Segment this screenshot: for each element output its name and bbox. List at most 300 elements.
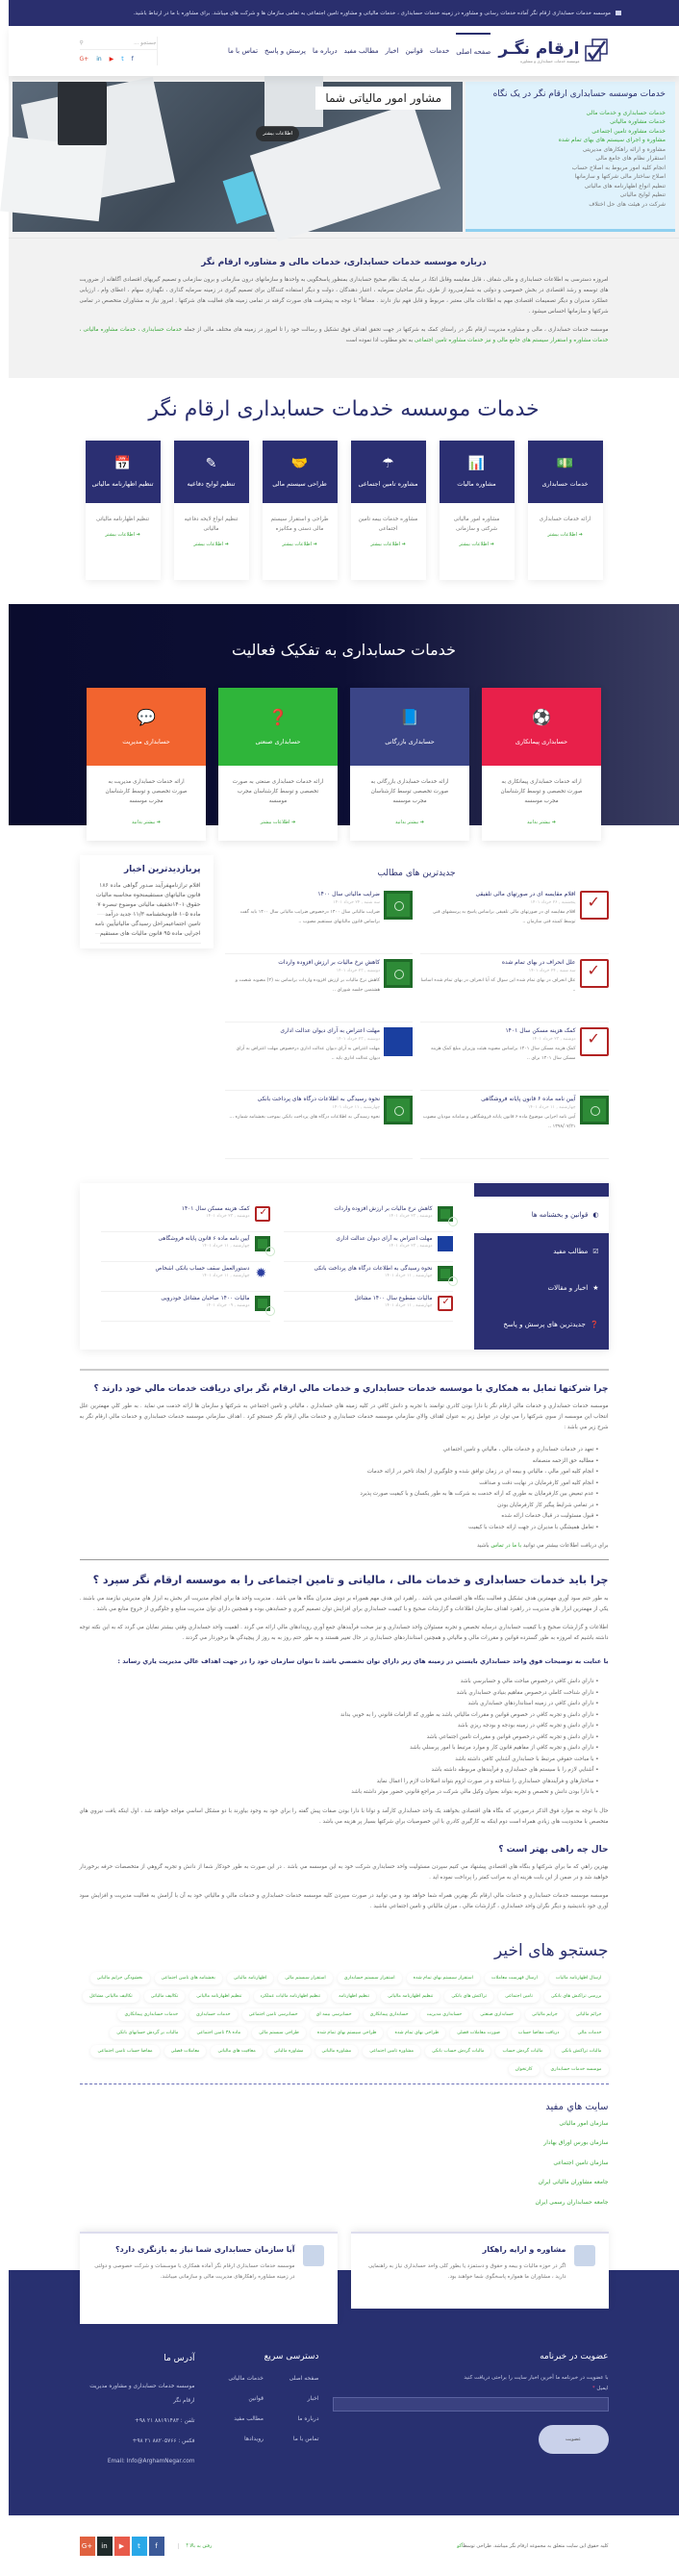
slider-more-button[interactable]: اطلاعات بیشتر bbox=[256, 126, 299, 141]
post-thumbnail[interactable] bbox=[255, 1206, 270, 1222]
post-thumbnail[interactable] bbox=[384, 891, 413, 920]
post-info bbox=[420, 1027, 576, 1085]
useful-site-link[interactable]: جامعه مشاوران مالیاتی ایران bbox=[538, 2179, 609, 2185]
search-tag[interactable]: موسسه خدمات حسابداری bbox=[544, 2063, 609, 2076]
activity-card-header bbox=[87, 688, 206, 766]
post-thumbnail[interactable] bbox=[438, 1266, 453, 1281]
glance-link[interactable]: مشاوره و اجرای سیستم های بهای تمام شده bbox=[558, 137, 666, 143]
twitter-icon[interactable]: t bbox=[121, 55, 124, 63]
nav-faq[interactable]: پرسش و پاسخ bbox=[264, 47, 306, 55]
activity-card-text: ارائه خدمات حسابداری بازرگانی به صورت تخصصی توسط کارشناسان مجرب موسسه bbox=[370, 779, 449, 804]
service-card-title: مشاوره تامین اجتماعی bbox=[358, 479, 418, 488]
post-title[interactable]: نحوه رسیدگی به اطلاعات درگاه های پرداخت بانکی bbox=[314, 1266, 433, 1272]
search-tag[interactable]: مالیات گردش حساب بانکی bbox=[425, 2045, 490, 2058]
tab-news[interactable]: ★ اخبار و مقالات bbox=[547, 1284, 599, 1292]
quick-access bbox=[209, 2352, 319, 2469]
glance-title: خدمات موسسه حسابداری ارقام نگر در یک نگاه bbox=[492, 89, 666, 99]
search-tag[interactable]: تامین اجتماعی bbox=[498, 1990, 540, 2003]
glance-link[interactable]: خدمات مشاوره مالیاتی bbox=[610, 118, 666, 125]
service-card-body bbox=[528, 503, 603, 580]
search-tag[interactable]: بررسی تراکنش های بانکی bbox=[544, 1990, 609, 2003]
search-tag[interactable]: مشاوره مالیاتی bbox=[267, 2045, 311, 2058]
search-tag[interactable]: خدمات حسابداری bbox=[189, 2008, 238, 2021]
article-paragraph: موسسه موسسه خدمات حسابداري و خدمات مالي ارقام نگر بهترين همراه شما خواهد بود و مي توانيد در صورت سپردن کليه موسسه خدمات حسابداري و خدمات مالي و مالياتي خود به آن با آرامش به فعاليت مديريت و افزايش سود آوري خود بانديشيد و ديگر نگران واحد حسابداري ، گزارشات مالي ، ميزان مالياتي و تامين اجتماعي نباشيد . bbox=[79, 1892, 609, 1909]
question-circle-icon: ❓ bbox=[590, 1321, 599, 1328]
post-info bbox=[225, 959, 381, 1017]
list-item: • مطالبه حق الزحمه منصفانه bbox=[80, 1456, 599, 1468]
post-excerpt: کمک هزینه مسکن سال ۱۴۰۱ براساس مصوبه هیئت وزیران مبلغ کمک هزینه مسکن سال ۱۴۰۱ برای .. bbox=[430, 1047, 576, 1061]
nav-services[interactable]: خدمات bbox=[429, 47, 450, 55]
post-date: دوشنبه , ۰۹ خرداد ۱۴۰۱ bbox=[206, 1303, 250, 1308]
search-tag[interactable]: استقرار سیستم مالی bbox=[278, 1972, 332, 1984]
glance-link[interactable]: خدمات مشاوره تامین اجتماعی bbox=[591, 127, 666, 135]
search-tag[interactable]: مفاصا حساب تامین اجتماعی bbox=[90, 2045, 159, 2058]
post-info bbox=[334, 1206, 432, 1231]
about-paragraph-2: موسسه خدمات حسابداری ، مالی و مشاوره مدیریت ارقام نگر در راستای کمک به شرکتها در جهت تحقق اهداف فوق تشکیل و رسالت خود را تا امروز در زمینه های مختلف مالی از جمله خدمات حسابداری ، خدمات مشاوره مالیاتی ، خدمات مشاوره و استقرار سیستم های جامع مالی و نیز خدمات مشاوره تامین اجتماعی به نحو مطلوب ادا نموده است bbox=[79, 327, 609, 343]
post-thumbnail[interactable] bbox=[438, 1206, 453, 1222]
search-icon[interactable]: ⚲ bbox=[79, 39, 84, 46]
tab-panel bbox=[80, 1183, 474, 1350]
search-tag[interactable]: صورت معاملات فصلی bbox=[450, 2027, 507, 2039]
popular-item[interactable]: مراحل رسیدگی مالیاتی bbox=[115, 915, 168, 934]
post-info bbox=[420, 1096, 576, 1153]
facebook-icon[interactable]: f bbox=[149, 2537, 164, 2556]
logo-subtitle: موسسه خدمات حسابداری و مشاوره bbox=[519, 58, 580, 63]
search-tag[interactable]: تنظیم اظهارنامه مالیاتی bbox=[381, 1990, 440, 2003]
service-card-text: مشاوره خدمات بیمه تامین اجتماعی bbox=[358, 517, 418, 532]
google-plus-icon[interactable]: G+ bbox=[80, 2537, 95, 2556]
search-tag[interactable]: مالیات گردش حساب bbox=[495, 2045, 549, 2058]
search-tag[interactable]: تنظیم اظهارنامه مالیاتی bbox=[189, 1990, 248, 2003]
activity-card-text: ارائه خدمات حسابداری صنعتی به صورت تخصصی و توسط کارشناسان مجرب موسسه bbox=[232, 779, 324, 804]
search-tag[interactable]: ارسال اظهارنامه مالیات bbox=[549, 1972, 609, 1984]
services-title: خدمات موسسه خدمات حسابداری ارقام نگر bbox=[148, 397, 540, 421]
activity-card[interactable] bbox=[482, 688, 601, 841]
useful-site-link[interactable]: سازمان امور مالیاتی bbox=[559, 2119, 609, 2127]
activity-card-text: ارائه خدمات حسابداری مدیریت به صورت تخصصی و توسط کارشناسان مجرب موسسه bbox=[105, 779, 188, 804]
newsletter bbox=[333, 2352, 609, 2469]
search-tag[interactable]: جرائم مالیاتی bbox=[569, 2008, 609, 2021]
service-card-header bbox=[351, 441, 426, 503]
more-info-link[interactable]: ➔ اطلاعات بیشتر bbox=[547, 532, 583, 538]
post-title[interactable]: مالیات ۱۴۰۰ صاحبان مشاغل خودرویی bbox=[161, 1296, 250, 1301]
activity-card[interactable] bbox=[87, 688, 206, 841]
post-thumbnail[interactable] bbox=[255, 1296, 270, 1311]
tab-post-item[interactable] bbox=[284, 1292, 453, 1322]
linkedin-icon[interactable]: in bbox=[97, 2537, 113, 2556]
youtube-icon[interactable]: ▶ bbox=[109, 55, 114, 63]
search-tag[interactable]: حسابداری صنعتی bbox=[473, 2008, 520, 2021]
top-announcement-bar bbox=[9, 0, 679, 26]
useful-site-link[interactable]: سازمان بورس اوراق بهادار bbox=[543, 2139, 609, 2146]
post-info bbox=[420, 891, 576, 948]
search-tag[interactable]: جرایم مالیاتی bbox=[525, 2008, 565, 2021]
more-info-link[interactable]: ➔ اطلاعات بیشتر bbox=[193, 542, 229, 547]
list-item: • تعهد در خدمات حسابداري و خدمات مالي ، مالياتي و تامين اجتماعي bbox=[80, 1445, 599, 1456]
money-icon: 💵 bbox=[556, 455, 574, 471]
popular-item[interactable]: بخشنامه ۱۱/۳ جدید درآمد تامین اجتماعی bbox=[105, 905, 200, 934]
post-date: چهارشنبه , ۱۱ خرداد ۱۴۰۱ bbox=[528, 1105, 576, 1110]
post-info bbox=[182, 1206, 250, 1231]
list-item: • ساختارهاي و فرآيندهاي حسابداري را شناخته و در صورت لزوم بتواند اصلاحات لازم را اعمال نمايد bbox=[80, 1777, 599, 1788]
designer-link[interactable]: آکو bbox=[457, 2542, 464, 2549]
article-heading-2: چرا باید خدمات حسابداری و خدمات مالی ، مالیاتی و تامین اجتماعی را به موسسه ارقام نگر سپرد ؟ bbox=[92, 1574, 609, 1586]
search-tag[interactable]: ارسال فهرست معاملات bbox=[485, 1972, 544, 1984]
list-item: • تعامل هميشگي با مديران در جهت ارائه خدمات با کيفيت bbox=[80, 1523, 599, 1534]
edit-icon: ✎ bbox=[205, 455, 217, 471]
post-excerpt: آیین نامه اجرایی موضوع ماده ۶ قانون پایانه فروشگاهی و سامانه مودیان مصوب ۱۳۹۸/۰۷/۲۱ .. bbox=[422, 1115, 576, 1129]
post-info bbox=[314, 1266, 432, 1291]
question-icon: ❓ bbox=[268, 708, 288, 726]
post-info bbox=[161, 1296, 249, 1321]
post-excerpt: کاهش نرخ مالیات بر ارزش افزوده واردات براساس بند (۲) مصوبه شصت و هشتمین جلسه شورای .. bbox=[235, 978, 380, 993]
tab-faq[interactable]: ❓ جدیدترین های پرسش و پاسخ bbox=[503, 1321, 599, 1328]
back-to-top[interactable]: رفتن به بالا ⤒ bbox=[178, 2543, 213, 2549]
phone: تلفن : ۸۸۱۹۱۴۸۳ ۲۱ ۹۸+ bbox=[135, 2418, 195, 2424]
logo[interactable] bbox=[498, 38, 608, 63]
list-item: • داراي دانش کافي درخصوص مباحث مالي و حسابرسي باشد bbox=[80, 1677, 599, 1688]
learn-more-link[interactable]: ➔ اطلاعات بیشتر bbox=[260, 820, 296, 825]
post-item[interactable] bbox=[225, 1091, 414, 1159]
post-item[interactable] bbox=[225, 1023, 414, 1091]
service-card-header bbox=[528, 441, 603, 503]
post-thumbnail[interactable] bbox=[438, 1296, 453, 1311]
handshake-icon: 🤝 bbox=[290, 455, 309, 471]
book-icon: 📘 bbox=[400, 708, 419, 726]
activity-card[interactable] bbox=[350, 688, 469, 841]
tab-post-item[interactable] bbox=[101, 1202, 270, 1232]
post-title[interactable]: ضرایب مالیاتی سال ۱۴۰۰ bbox=[317, 891, 380, 897]
article-paragraph: اطلاعات و گزارشات صحيح و با کيفيت حسابداري درسايه تخصص و تجربه مسئولان واحد حسابداري و نيز صحت فرآيندهاي جمع آوري رويدادهاي مالي ارائه مي گردد . اهميت واحد حسابداري وقتي بيشتر نمايان مي گردد که به اين نکته توجه داشته باشيم که امروزه به طور گسترده قوانين و مقررات مالي و مالياتي و همچنين استانداردهاي حسابداري در حال تغيير هستند و به طور حتم روز به به روز از پيچيدگي ها برخوردار مي گردند . bbox=[79, 1625, 609, 1641]
search-tag[interactable]: معافیت های مالیاتی bbox=[211, 2045, 262, 2058]
footer-link[interactable]: درباره ما bbox=[297, 2415, 319, 2422]
post-title[interactable]: مهلت اعتراض به آرای دیوان عدالت اداری bbox=[280, 1027, 380, 1034]
list-item: • داراي دانش و تجربه کافي درخصوص قوانين و مقررات تامين اجتماعي باشد bbox=[80, 1732, 599, 1744]
address-text: موسسه خدمات حسابداری و مشاوره مدیریت ارقام نگر bbox=[89, 2384, 195, 2404]
slider-caption: مشاور امور مالیاتی شما bbox=[315, 87, 451, 110]
post-thumbnail[interactable] bbox=[580, 1027, 609, 1056]
half-circle-icon: ◐ bbox=[592, 1211, 599, 1219]
activity-card-title: حسابداری مدیریت bbox=[122, 738, 170, 745]
search-tag[interactable]: بخشنامه های تامین اجتماعی bbox=[155, 1972, 222, 1984]
more-info-link[interactable]: ➔ اطلاعات بیشتر bbox=[370, 542, 406, 547]
globe-icon: ⚽ bbox=[532, 708, 551, 726]
service-card-header bbox=[440, 441, 515, 503]
umbrella-icon: ☂ bbox=[382, 455, 394, 471]
post-date: پنجشنبه , ۲۶ خرداد ۱۴۰۱ bbox=[530, 900, 576, 905]
search-tag[interactable]: خدمات مالی bbox=[570, 2027, 608, 2039]
search-tag[interactable]: طراحی سیستم مالی bbox=[252, 2027, 306, 2039]
service-card[interactable] bbox=[528, 441, 603, 580]
quick-access-title: دسترسی سریع bbox=[264, 2352, 319, 2361]
services-at-a-glance bbox=[465, 82, 675, 232]
list-item: • انجام کليه امور کارفرمايان در نهايت دقت و صداقت bbox=[80, 1478, 599, 1490]
article-heading-1: چرا شرکتها تمایل به همکاري با موسسه خدمات حسابداري و خدمات مالي ارقام نگر براي دريافت خدمات مالي خود دارند ؟ bbox=[93, 1384, 609, 1394]
search-tag[interactable]: مشاوره مالیاتی bbox=[315, 2045, 359, 2058]
cta-consulting bbox=[351, 2232, 609, 2309]
service-card-text: تنظیم انواع لایحه دفاعیه مالیاتی bbox=[184, 517, 239, 532]
header-social bbox=[80, 56, 157, 63]
useful-sites bbox=[80, 2102, 609, 2219]
search-tag[interactable]: خدمات حسابداری پیمانکاری bbox=[117, 2008, 185, 2021]
post-title[interactable]: نحوه رسیدگی به اطلاعات درگاه های پرداخت بانکی bbox=[257, 1096, 380, 1102]
email[interactable]: Email: Info@ArghamNegar.com bbox=[107, 2459, 195, 2464]
list-item: • داراي دانش کافي در زمينه استانداردهاي حسابداري باشد bbox=[80, 1699, 599, 1710]
logo-title: ارقام نگـر bbox=[498, 38, 580, 59]
article-paragraph: بهترين راهي که ما براي شرکتها و بنگاه هاي اقتصادي پيشنهاد مي کنيم سپردن مسئوليت واحد حسابداري شرکت خود به اين موسسه مي باشد . در اين صورت به طور خودکار شما از دانش و تجربه گروهي از متخصصات حرفه برخوردار خواهيد شد و در ضمن از اين بابت هزينه اي به مراتب کمتر را پرداخت نموده ايد . bbox=[79, 1863, 609, 1881]
activity-card-text: ارائه خدمات حسابداری پیمانکاری به صورت تخصصی و توسط کارشناسان مجرب موسسه bbox=[500, 779, 583, 804]
post-thumbnail[interactable] bbox=[580, 891, 609, 920]
post-thumbnail[interactable] bbox=[255, 1236, 270, 1251]
popular-item[interactable]: نحوه محاسبه مالیات حقوق ۱۴۰۱ bbox=[96, 886, 201, 915]
service-card-title: خدمات حسابداری bbox=[541, 479, 589, 488]
popular-item[interactable]: اقلام ترازنامه bbox=[169, 876, 201, 896]
post-item[interactable] bbox=[420, 1023, 609, 1091]
service-card[interactable] bbox=[351, 441, 426, 580]
post-title[interactable]: آیین نامه ماده ۶ قانون پایانه فروشگاهی bbox=[481, 1096, 576, 1102]
post-title[interactable]: دستورالعمل سقف حساب بانکی اشخاص bbox=[155, 1266, 250, 1272]
popular-news bbox=[80, 855, 214, 948]
post-title[interactable]: کاهش نرخ مالیات بر ارزش افزوده واردات bbox=[334, 1206, 433, 1212]
announcement-text: موسسه خدمات حسابداری ارقام نگر آماده خدمات رسانی و مشاوره در زمینه خدمات حسابداری ، خدمات مالیاتی و مشاوره تامین اجتماعی به تمامی سازمان ها و شرکت های میباشد. برای مشاوره با ما در ارتباط باشید. bbox=[133, 10, 611, 16]
nav-useful[interactable]: مطالب مفید bbox=[343, 47, 379, 55]
activity-card-title: حسابداری بازرگانی bbox=[385, 738, 435, 745]
search-tag[interactable]: حسابرسی بیمه ای bbox=[310, 2008, 359, 2021]
post-item[interactable] bbox=[420, 1091, 609, 1159]
post-thumbnail[interactable] bbox=[438, 1236, 453, 1251]
post-excerpt: اقلام مقایسه ای در صورتهای مالی تلفیقی براساس پاسخ به پرسشهای فنی توسط کمیته فنی سازمان .. bbox=[432, 910, 576, 924]
search-tag[interactable]: تکالیف مالیاتی مشاغل bbox=[83, 1990, 139, 2003]
post-item[interactable] bbox=[420, 886, 609, 954]
post-title[interactable]: علل انحراف در بهای تمام شده bbox=[501, 959, 576, 966]
search-tag[interactable]: استقرار سیستم حسابداری bbox=[338, 1972, 402, 1984]
twitter-icon[interactable]: t bbox=[132, 2537, 147, 2556]
search-tag[interactable]: تکالیف مالیاتی bbox=[144, 1990, 186, 2003]
post-thumbnail[interactable] bbox=[255, 1266, 270, 1281]
chat-icon bbox=[303, 2245, 324, 2266]
popular-item[interactable]: تخفیف مالیاتی موضوع تبصره ۷ ماده ۱۰۵ قانون bbox=[97, 896, 200, 924]
footer-link[interactable]: مطالب مفید bbox=[234, 2415, 264, 2422]
footer-link[interactable]: خدمات مالیاتی bbox=[228, 2375, 264, 2382]
popular-item[interactable]: آیین نامه اجرایی ماده ۹۵ قانون مالیات های مستقیم bbox=[95, 915, 201, 944]
contact-link[interactable]: با ما در تماس bbox=[490, 1543, 522, 1549]
activity-card-body bbox=[87, 766, 206, 841]
nav-laws[interactable]: قوانین bbox=[405, 47, 423, 55]
search-tag[interactable]: کارتخوان bbox=[509, 2063, 540, 2076]
post-date: چهارشنبه , ۱۱ خرداد ۱۴۰۱ bbox=[202, 1244, 250, 1249]
popular-title: پربازدیدترین اخبار bbox=[123, 865, 201, 874]
service-cards bbox=[9, 441, 679, 580]
post-date: چهارشنبه , ۱۱ خرداد ۱۴۰۱ bbox=[202, 1274, 250, 1278]
activity-cards bbox=[9, 688, 679, 841]
header-tools bbox=[80, 40, 157, 63]
service-card[interactable] bbox=[86, 441, 161, 580]
post-title[interactable]: مهلت اعتراض به آرای دیوان عدالت اداری bbox=[336, 1236, 433, 1242]
post-title[interactable]: کمک هزینه مسکن سال ۱۴۰۱ bbox=[181, 1206, 250, 1212]
nav-contact[interactable]: تماس با ما bbox=[227, 47, 259, 55]
youtube-icon[interactable]: ▶ bbox=[114, 2537, 130, 2556]
post-date: دوشنبه , ۲۳ خرداد ۱۴۰۱ bbox=[336, 969, 380, 973]
post-title[interactable]: کمک هزینه مسکن سال ۱۴۰۱ bbox=[505, 1027, 576, 1034]
post-title[interactable]: مالیات مقطوع سال ۱۴۰۰ مشاغل bbox=[354, 1296, 433, 1301]
tab-post-item[interactable] bbox=[101, 1262, 270, 1292]
cta-text: اگر در حوزه مالیات و بیمه و حقوق و دستمزد یا بطور کلی واحد حسابداری نیاز به راهنمایی دارید ، مشاوران ما همواره پاسخگوی شما خواهند بود. bbox=[368, 2263, 566, 2280]
post-date: دوشنبه , ۲۳ خرداد ۱۴۰۱ bbox=[389, 1244, 433, 1249]
useful-site-link[interactable]: سازمان تامین اجتماعی bbox=[553, 2159, 609, 2166]
fax: فکس : ۸۸۲۰۵۷۶۶ ۲۱ ۹۸+ bbox=[132, 2438, 195, 2444]
email-field[interactable] bbox=[333, 2397, 609, 2412]
tab-post-item[interactable] bbox=[284, 1232, 453, 1262]
search-input[interactable] bbox=[80, 40, 157, 50]
article-paragraph: حال با توجه به موارد فوق الذکر درصورتي که بنگاه هاي اقتصادي بخواهند يک واحد حسابداري کارآمد و توانا با دارا بودن صفات پيش گفته را براي خود به وجود بياورند با دو مشکل اساسي مواجه خواهند شد ، اول اينکه يافت نيروي هاي متخصص با محدوديت هاي زيادي همراه است دوم اينکه به کارگيري کادري با اين خصوصيات براي شرکتها بسيار پر هزينه مي باشد . bbox=[79, 1807, 609, 1825]
search-tag[interactable]: مالیات تراکنش بانکی bbox=[555, 2045, 609, 2058]
post-item[interactable] bbox=[225, 954, 414, 1023]
service-card-title: مشاوره مالیات bbox=[457, 479, 496, 488]
service-card-body bbox=[174, 503, 249, 580]
search-tag[interactable]: تنظیم اظهارنامه مالیات عملکرد bbox=[254, 1990, 328, 2003]
footer-link[interactable]: تماس با ما bbox=[292, 2436, 319, 2442]
post-thumbnail[interactable] bbox=[384, 1027, 413, 1056]
chat-icon: 💬 bbox=[137, 708, 156, 726]
post-title[interactable]: اقلام مقایسه ای در صورتهای مالی تلفیقی bbox=[475, 891, 576, 897]
activity-card-header bbox=[218, 688, 338, 766]
more-info-link[interactable]: ➔ اطلاعات بیشتر bbox=[282, 542, 317, 547]
google-plus-icon[interactable]: G+ bbox=[79, 55, 89, 63]
newsletter-title: عضویت در خبرنامه bbox=[540, 2352, 609, 2361]
search-tag[interactable]: تراکنش های بانکی bbox=[444, 1990, 493, 2003]
more-info-link[interactable]: ➔ اطلاعات بیشتر bbox=[105, 532, 140, 538]
nav-about[interactable]: درباره ما bbox=[312, 47, 338, 55]
activity-card-header bbox=[350, 688, 469, 766]
search-tag[interactable]: بخشودگی جرایم مالیاتی bbox=[90, 1972, 150, 1984]
post-date: دوشنبه , ۲۳ خرداد ۱۴۰۱ bbox=[336, 1037, 380, 1042]
search-tag[interactable]: مشاوره تامین اجتماعی bbox=[363, 2045, 420, 2058]
search-tag[interactable]: طراحی بهای تمام شده bbox=[388, 2027, 445, 2039]
search-tag[interactable]: ماده ۳۸ تامین اجتماعی bbox=[189, 2027, 247, 2039]
hero-slider-image[interactable] bbox=[13, 82, 463, 232]
search-tag[interactable]: دریافت مفاصا حساب bbox=[512, 2027, 566, 2039]
search-placeholder: جستجو ... bbox=[134, 39, 157, 46]
footer-link[interactable]: صفحه اصلی bbox=[289, 2375, 319, 2382]
recent-searches-title: جستجو های اخیر bbox=[493, 1940, 609, 1960]
star-icon: ★ bbox=[592, 1284, 599, 1292]
activity-card[interactable] bbox=[218, 688, 338, 841]
footer-link[interactable]: قوانین bbox=[248, 2395, 264, 2402]
cta-text: موسسه خدمات حسابداری ارقام نگر آماده همکاری با موسسات و شرکت خصوصی و دولتی در زمینه مشاوره راهکارهای مدیریت مالی و سازمانی میباشد. bbox=[94, 2263, 295, 2280]
list-item: • با دارا بودن دانش و تخصص و تجربه بتواند بعنوان وکيل مالي شرکت در مراجع قانوني حضور موثر داشته باشد bbox=[80, 1787, 599, 1799]
post-thumbnail[interactable] bbox=[580, 1096, 609, 1124]
search-tag[interactable]: مالیات بر گردش حسابهای بانکی bbox=[110, 2027, 185, 2039]
services-section bbox=[9, 378, 679, 599]
list-item: • عدم تبعيض بين کارفرمايان به طوري که ارائه خدمت به شرکت ها به طور يکسان و با کيفيت صورت پذيرد bbox=[80, 1489, 599, 1501]
search-tag[interactable]: استقرار سیستم بهای تمام شده bbox=[407, 1972, 480, 1984]
glance-item: تنظیم انواع اظهارنامه های مالیاتی bbox=[584, 182, 666, 189]
activity-card-body bbox=[218, 766, 338, 841]
check-square-icon: ☑ bbox=[592, 1248, 599, 1255]
subscribe-button[interactable]: عضویت bbox=[539, 2425, 609, 2454]
service-card[interactable] bbox=[263, 441, 338, 580]
learn-more-link[interactable]: ➔ بیشتر بدانید bbox=[527, 820, 556, 825]
search-tag[interactable]: تنظیم اظهارنامه bbox=[332, 1990, 376, 2003]
footer bbox=[9, 2245, 679, 2515]
service-card[interactable] bbox=[440, 441, 515, 580]
article-heading-3: با عنايت به توضيحات فوق واحد حسابداري بايستي در زمينه هاي زير داراي توان تخصصي باشد تا بتوان سازمان خود را در جهت اهداف عالي مديريت ياري رساند : bbox=[117, 1657, 609, 1665]
service-card-body bbox=[86, 503, 161, 580]
tab-laws[interactable]: ◐ قوانین و بخشنامه ها bbox=[474, 1197, 609, 1233]
latest-posts bbox=[225, 869, 609, 1159]
tab-post-item[interactable] bbox=[101, 1232, 270, 1262]
post-title[interactable]: آیین نامه ماده ۶ قانون پایانه فروشگاهی bbox=[158, 1236, 250, 1242]
service-card-text: تنظیم اظهارنامه مالیاتی bbox=[95, 517, 150, 522]
learn-more-link[interactable]: ➔ بیشتر بدانید bbox=[395, 820, 424, 825]
search-tag[interactable]: معاملات فصلی bbox=[164, 2045, 207, 2058]
about-section bbox=[9, 238, 679, 378]
latest-title: جدیدترین های مطالب bbox=[377, 869, 456, 878]
search-tag[interactable]: حسابداری پیمانکاری bbox=[364, 2008, 415, 2021]
cta-cards bbox=[80, 2232, 609, 2324]
logo-check-icon bbox=[584, 38, 609, 63]
linkedin-icon[interactable]: in bbox=[96, 55, 102, 63]
tab-post-item[interactable] bbox=[284, 1262, 453, 1292]
glance-link[interactable]: خدمات حسابداری و خدمات مالی bbox=[586, 109, 666, 116]
article-paragraph: موسسه خدمات حسابداري و خدمات مالي ارقام نگر با دارا بودن کادري توانمند با تجربه و دانش کافي در کليه زمينه هاي حسابداري ، مالياتي و تامين اجتماعي به شرکتها و سازمان ها ارائه خدمت مي نمايد . به طور کلي مهمترين علل انتخاب اين موسسه از سوي شرکتها را مي توان در عوامل زير به عنوان اهداف والاي سازماني موسسه خدمات حسابداري و خدمات مالي ارقام نگر جستجو کرد . اهداف سازماني موسسه خدمات حسابداري و خدمات مالي ارقام نگر به شرح زير مي باشد : bbox=[79, 1403, 609, 1430]
main-nav bbox=[157, 37, 491, 65]
post-thumbnail[interactable] bbox=[580, 959, 609, 988]
popular-item[interactable]: فرآیند صدور گواهی ماده ۱۸۶ قانون مالیاتهای مستقیم bbox=[99, 876, 200, 905]
tab-post-item[interactable] bbox=[101, 1292, 270, 1322]
post-excerpt: علل انحراف در بهای تمام شده این سوال که آیا انحراف در بهای تمام شده اساسا .. bbox=[420, 978, 576, 993]
calendar-check-icon: 📅 bbox=[113, 455, 132, 471]
post-thumbnail[interactable] bbox=[384, 959, 413, 988]
glance-item: تنظیم لوایح مالیاتی bbox=[619, 191, 666, 198]
service-card-header bbox=[263, 441, 338, 503]
learn-more-link[interactable]: ➔ بیشتر بدانید bbox=[132, 820, 161, 825]
post-title[interactable]: کاهش نرخ مالیات بر ارزش افزوده واردات bbox=[278, 959, 380, 966]
search-tag[interactable]: حسابرسی تامین اجتماعی bbox=[242, 2008, 305, 2021]
useful-sites-title: سایت هاي مفید bbox=[545, 2101, 609, 2112]
copyright: کلیه حقوق این سایت متعلق به مجموعه ارقام نگر میباشد. طراحی توسطآکو bbox=[457, 2542, 609, 2549]
about-services-links[interactable]: خدمات حسابداری ، خدمات مشاوره مالیاتی ، خدمات مشاوره و استقرار سیستم های جامع مالی و نیز خدمات مشاوره تامین اجتماعی bbox=[79, 327, 609, 343]
nav-news[interactable]: اخبار bbox=[385, 47, 399, 55]
glance-item: شرکت در هیئت های حل اختلاف bbox=[589, 200, 666, 208]
list-item: • در تمامي شرايط پيگير کار کارفرمايان بودن bbox=[80, 1501, 599, 1512]
about-paragraph: امروزه دسترسی به اطلاعات حسابداری و مالی شفاف ، قابل مقایسه وقابل اتکا، در سایه یک نظام صحیح حسابداری بمنظور پاسخگویی به واحدها و سازمانهای درون سازمانی و برون سازمانی و تصمیم گیریهای اقتصادی آگاهانه از ضروریت های توسعه و رشد اقتصادی در بخش خصوصی و دولتی به شمارمی‌رود از طرف دیگر صاحبان سرمایه ، اعتبار دهندگان ، دولت و دیگر استفاده کنندگان برای تصمیم گیری در زمینه سرمایه گذاری ، نگهداری سهام ، اعطای وام ، ارزیابی عملکرد مدیران و دیگر تصمیمات اقتصادی مهم به اطلاعات مالی معتبر ، مربوط و قابل فهم نیاز دارند . مضافاً" با توجه به پیشرفت های صورت گرفته در تمامی زمینه های فعالیت های شرکتها , امروز نیاز به مشاوران متخصص در تمامی شرکتها و سازمانها احساس میشود . bbox=[79, 277, 609, 315]
facebook-icon[interactable]: f bbox=[131, 55, 134, 63]
footer-link[interactable]: اخبار bbox=[307, 2395, 319, 2402]
footer-link[interactable]: رویدادها bbox=[244, 2436, 264, 2442]
nav-home[interactable]: صفحه اصلی bbox=[456, 33, 490, 56]
service-card[interactable] bbox=[174, 441, 249, 580]
service-card-body bbox=[440, 503, 515, 580]
tab-useful[interactable]: ☑ مطالب مفید bbox=[553, 1248, 599, 1255]
post-info bbox=[336, 1236, 432, 1261]
post-thumbnail[interactable] bbox=[384, 1096, 413, 1124]
tab-post-item[interactable] bbox=[284, 1202, 453, 1232]
post-info bbox=[354, 1296, 432, 1321]
post-item[interactable] bbox=[420, 954, 609, 1023]
search-tag[interactable]: حسابداری مدیریت bbox=[420, 2008, 469, 2021]
search-tag[interactable]: اظهارنامه مالیاتی bbox=[227, 1972, 273, 1984]
glance-item: مشاوره و ارائه راهکارهای مدیریتی bbox=[582, 145, 666, 153]
search-tag[interactable]: طراحی سیستم بهای تمام شده bbox=[311, 2027, 384, 2039]
service-card-text: طراحی و استقرار سیستم مالی دستی و مکانیزه bbox=[270, 517, 329, 532]
useful-site-link[interactable]: جامعه حسابداران رسمی ایران bbox=[535, 2198, 609, 2206]
activity-card-body bbox=[350, 766, 469, 841]
post-item[interactable] bbox=[225, 886, 414, 954]
cta-title: آیا سازمان حسابداری شما نیاز به بازنگری دارد؟ bbox=[115, 2245, 295, 2254]
more-info-link[interactable]: ➔ اطلاعات بیشتر bbox=[459, 542, 494, 547]
post-date: دوشنبه , ۲۳ خرداد ۱۴۰۱ bbox=[389, 1214, 433, 1219]
